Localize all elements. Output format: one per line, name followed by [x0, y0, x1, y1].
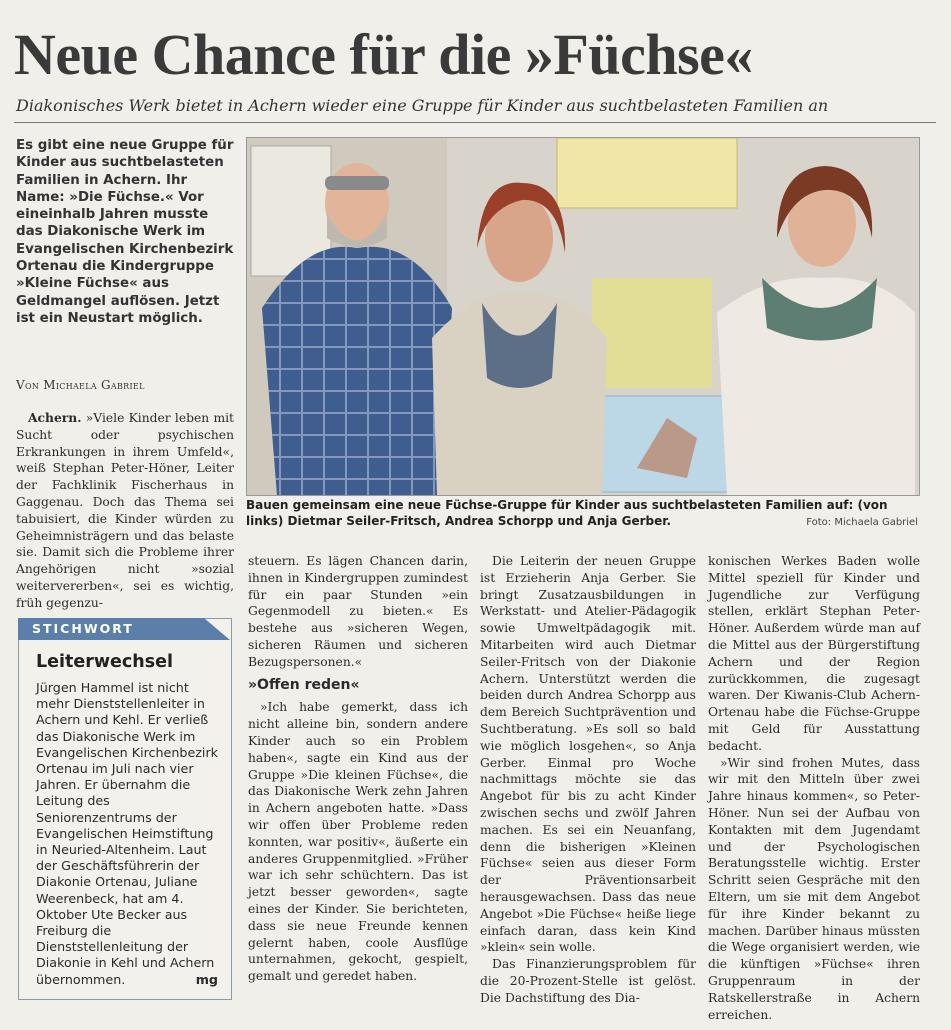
- author-signature: mg: [195, 971, 218, 987]
- sidebar-title: Leiterwechsel: [36, 652, 174, 672]
- column-4-paragraph-1: konischen Werkes Baden wolle Mittel speziell für Kinder und Jugendliche zur Verfügung stellen, erklärt Stephan Peter-Höner. Außerdem würde man auf die Mittel aus der Bürgerstiftung Achern und der Region zurückkommen, die zugesagt waren. Der Kiwanis-Club Achern-Ortenau habe die Füchse-Gruppe mit Geld für Ausstattung bedacht.: [708, 554, 920, 753]
- headline: Neue Chance für die »Füchse«: [14, 22, 753, 87]
- photo-illustration: [247, 138, 919, 495]
- sidebar-text: [36, 680, 218, 988]
- article-column-1: [16, 410, 234, 612]
- article-column-4: [708, 553, 920, 1023]
- article-column-3: [480, 553, 696, 1007]
- intro-paragraph: Es gibt eine neue Gruppe für Kinder aus suchtbelasteten Familien in Achern. Ihr Name: »Die Füchse.« Vor eineinhalb Jahren musste das Diakonische Werk im Evangelischen Kirchenbezirk Ortenau die Kindergruppe »Kleine Füchse« aus Geldmangel auflösen. Jetzt ist ein Neustart möglich.: [16, 138, 234, 326]
- tag-corner: [204, 618, 230, 640]
- divider: [14, 122, 936, 123]
- article-photo: [246, 137, 920, 496]
- column-1-text: »Viele Kinder leben mit Sucht oder psychischen Erkrankungen in ihrem Umfeld«, weiß Stephan Peter-Höner, Leiter der Fachklinik Fischerhaus in Gaggenau. Doch das Thema sei tabuisiert, die Kinder würden zu Geheimnisträgern und das belaste sie. Damit sich die Probleme ihrer Angehörigen nicht »sozial weitervererben«, sei es wichtig, früh gegenzu-: [16, 411, 234, 610]
- column-3-paragraph-1: Die Leiterin der neuen Gruppe ist Erzieherin Anja Gerber. Sie bringt Zusatzausbildungen in Werkstatt- und Atelier-Pädagogik sowie Umweltpädagogik mit. Mitarbeiten wird auch Dietmar Seiler-Fritsch von der Diakonie Achern. Unterstützt werden die beiden durch Andrea Schorpp aus dem Bereich Suchtprävention und Suchtberatung. »Es soll so bald wie möglich losgehen«, so Anja Gerber. Einmal pro Woche nachmittags möchte sie das Angebot für bis zu acht Kinder zwischen sechs und zwölf Jahren machen. Es sei ein Neuanfang, denn die bisherigen »Kleinen Füchse« seien aus dieser Form der Präventionsarbeit herausgewachsen. Dass das neue Angebot »Die Füchse« heiße liege einfach daran, dass kein Kind »klein« sein wolle.: [480, 554, 696, 955]
- photo-caption: Bauen gemeinsam eine neue Füchse-Gruppe für Kinder aus suchtbelasteten Familien auf: (von links) Dietmar Seiler-Fritsch, Andrea Schorpp und Anja Gerber.: [246, 498, 888, 528]
- article-column-2: [248, 553, 468, 985]
- dateline: Achern.: [28, 410, 82, 425]
- section-subhead: »Offen reden«: [248, 676, 360, 693]
- byline: Von Michaela Gabriel: [16, 378, 145, 392]
- column-2-paragraph-1: steuern. Es lägen Chancen darin, ihnen in Kindergruppen zumindest für ein paar Stunden »ein Gegenmodell zu bieten.« Es bestehe aus »sicheren Wegen, sicheren Räumen und sicheren Bezugspersonen.«: [248, 554, 468, 669]
- column-3-paragraph-2: Das Finanzierungsproblem für die 20-Prozent-Stelle ist gelöst. Die Dachstiftung des Dia-: [480, 957, 696, 1005]
- photo-credit: Foto: Michaela Gabriel: [806, 517, 918, 528]
- sidebar-body: Jürgen Hammel ist nicht mehr Dienststellenleiter in Achern und Kehl. Er verließ das Diakonische Werk im Evangelischen Kirchenbezirk Ortenau im Juli nach vier Jahren. Er übernahm die Leitung des Seniorenzentrums der Evangelischen Heimstiftung in Neuried-Altenheim. Laut der Geschäftsführerin der Diakonie Ortenau, Juliane Weerenbeck, hat am 4. Oktober Ute Becker aus Freiburg die Dienststellenleitung der Diakonie in Kehl und Achern übernommen.: [36, 680, 219, 987]
- column-2-paragraph-2: »Ich habe gemerkt, dass ich nicht alleine bin, sondern andere Kinder auch so ein Problem haben«, sagte ein Kind aus der Gruppe »Die kleinen Füchse«, die das Diakonische Werk zehn Jahren in Achern angeboten hatte. »Dass wir offen über Probleme reden konnten, war positiv«, äußerte ein anderes Gruppenmitglied. »Früher war ich sehr schüchtern. Das ist jetzt besser geworden«, sagte eines der Kinder. Sie berichteten, dass sie neue Freunde kennen gelernt haben, coole Ausflüge unternahmen, gekocht, gespielt, gemalt und geredet haben.: [248, 700, 468, 984]
- subheadline: Diakonisches Werk bietet in Achern wieder eine Gruppe für Kinder aus suchtbelasteten Familien an: [16, 96, 829, 115]
- stichwort-tag: STICHWORT: [18, 618, 204, 640]
- column-4-paragraph-2: »Wir sind frohen Mutes, dass wir mit den Mitteln über zwei Jahre hinaus kommen«, so Peter-Höner. Nun sei der Aufbau von Kontakten mit dem Jugendamt und der Psychologischen Beratungsstelle wichtig. Erster Schritt seien Gespräche mit den Eltern, um sie mit dem Angebot für ihre Kinder bekannt zu machen. Darüber hinaus müssten die Wege organisiert werden, wie die künftigen »Füchse« ihren Gruppenraum in der Ratskellerstraße in Achern erreichen.: [708, 755, 920, 1022]
